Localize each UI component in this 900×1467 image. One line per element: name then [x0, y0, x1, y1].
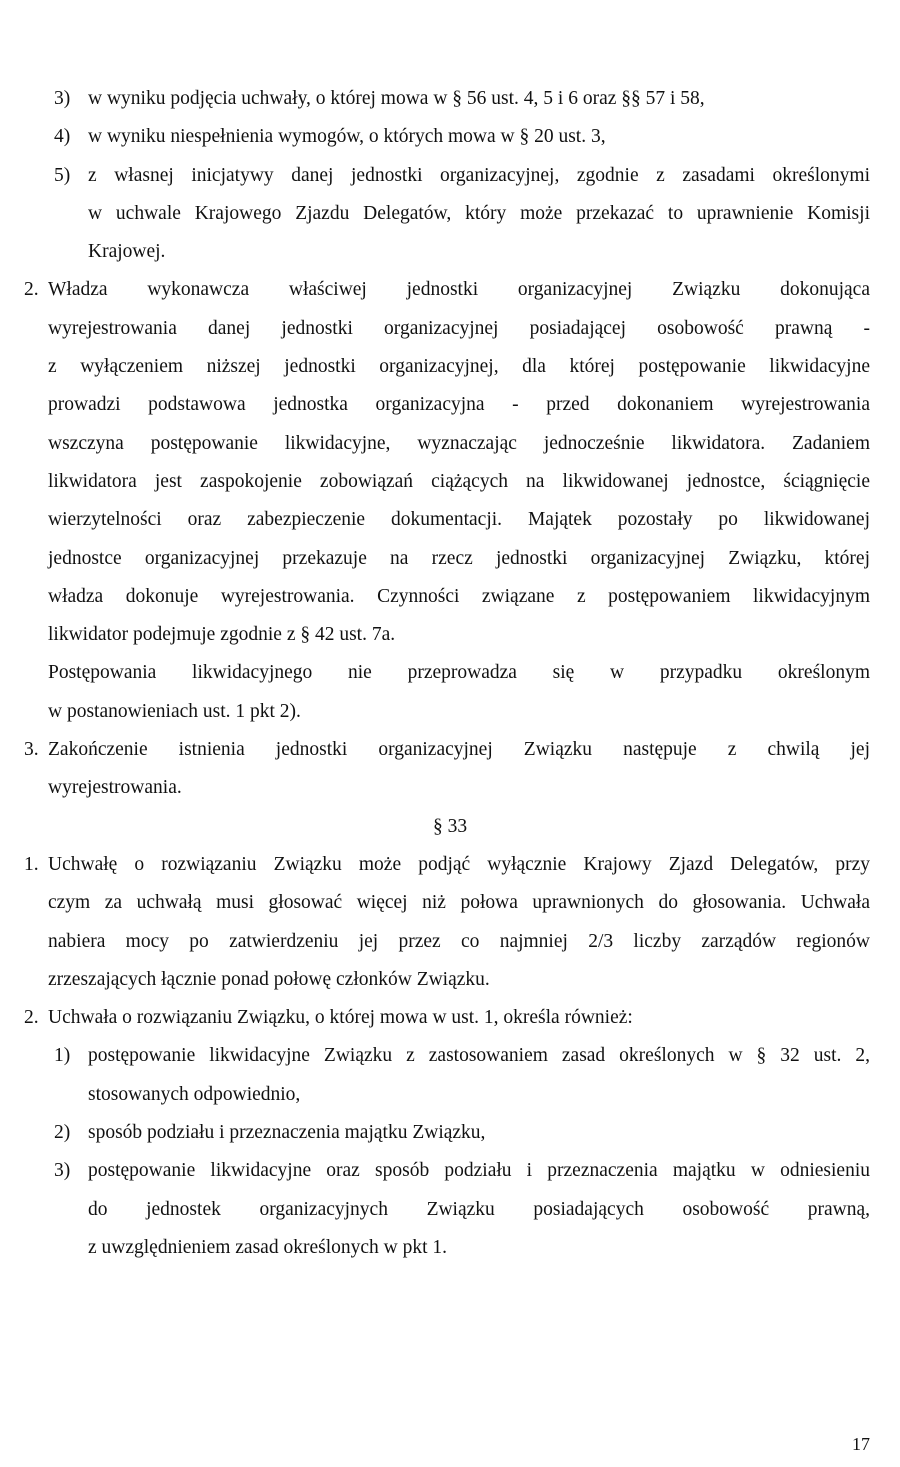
list-item-text: w wyniku niespełnienia wymogów, o których mowa w § 20 ust. 3, [88, 126, 606, 148]
paragraph-text: likwidator podejmuje zgodnie z § 42 ust. 7a. [48, 624, 396, 646]
paragraph-number: 1. [24, 853, 39, 875]
list-item-text: do jednostek organizacyjnych Związku posiadających osobowość prawną, [88, 1198, 870, 1220]
list-item-text: w uchwale Krajowego Zjazdu Delegatów, który może przekazać to uprawnienie Komisji [88, 202, 870, 224]
list-number: 3) [54, 88, 71, 109]
list-item-1 [0, 1037, 900, 1075]
list-item-5-continuation [0, 195, 900, 233]
paragraph-text: zrzeszających łącznie ponad połowę członków Związku. [48, 968, 490, 990]
section-33-paragraph-1 [0, 846, 900, 999]
paragraph-text: likwidatora jest zaspokojenie zobowiązań ciążących na likwidowanej jednostce, ściągnięcie [48, 470, 870, 492]
list-item-text: z uwzględnieniem zasad określonych w pkt 1. [88, 1236, 448, 1258]
list-item-2 [0, 1114, 900, 1152]
paragraph-text: w postanowieniach ust. 1 pkt 2). [48, 700, 301, 722]
paragraph-line [0, 731, 900, 769]
list-item-1 [0, 1076, 900, 1114]
paragraph-line [0, 348, 900, 386]
paragraph-line [0, 578, 900, 616]
paragraph-text: Uchwałę o rozwiązaniu Związku może podjąć wyłącznie Krajowy Zjazd Delegatów, przy [48, 853, 870, 875]
list-number: 1) [54, 1045, 71, 1067]
list-item-5-continuation [0, 233, 900, 271]
paragraph-text: władza dokonuje wyrejestrowania. Czynności związane z postępowaniem likwidacyjnym [48, 585, 870, 607]
paragraph-text: Władza wykonawcza właściwej jednostki organizacyjnej Związku dokonująca [48, 279, 870, 301]
list-item-5 [0, 157, 900, 195]
paragraph-line [0, 386, 900, 424]
paragraph-line [0, 616, 900, 654]
paragraph-text: czym za uchwałą musi głosować więcej niż połowa uprawnionych do głosowania. Uchwała [48, 892, 870, 914]
paragraph-line [0, 654, 900, 692]
paragraph-number: 2. [24, 1007, 39, 1029]
paragraph-3 [0, 731, 900, 808]
paragraph-line [0, 271, 900, 309]
paragraph-number: 3. [24, 739, 39, 761]
paragraph-line [0, 961, 900, 999]
paragraph-line [0, 693, 900, 731]
list-number: 5) [54, 164, 71, 186]
paragraph-2 [0, 271, 900, 731]
paragraph-text: wyrejestrowania. [48, 777, 182, 799]
paragraph-text: z wyłączeniem niższej jednostki organizacyjnej, dla której postępowanie likwidacyjne [48, 356, 870, 378]
list-item-text: z własnej inicjatywy danej jednostki organizacyjnej, zgodnie z zasadami określonymi [88, 164, 870, 186]
paragraph-line [0, 999, 900, 1037]
list-item-text: Krajowej. [88, 241, 166, 263]
paragraph-text: wierzytelności oraz zabezpieczenie dokumentacji. Majątek pozostały po likwidowanej [48, 509, 870, 531]
list-item-text: w wyniku podjęcia uchwały, o której mowa w § 56 ust. 4, 5 i 6 oraz §§ 57 i 58, [88, 88, 705, 109]
paragraph-text: prowadzi podstawowa jednostka organizacyjna - przed dokonaniem wyrejestrowania [48, 394, 870, 416]
paragraph-text: wyrejestrowania danej jednostki organizacyjnej posiadającej osobowość prawną - [48, 317, 870, 339]
paragraph-line [0, 310, 900, 348]
paragraph-text: Postępowania likwidacyjnego nie przeprowadza się w przypadku określonym [48, 662, 870, 684]
paragraph-text: wszczyna postępowanie likwidacyjne, wyznaczając jednocześnie likwidatora. Zadaniem [48, 432, 870, 454]
section-heading: § 33 [432, 815, 468, 837]
paragraph-line [0, 846, 900, 884]
paragraph-text: jednostce organizacyjnej przekazuje na rzecz jednostki organizacyjnej Związku, której [48, 547, 870, 569]
list-item-4 [0, 118, 900, 156]
paragraph-line [0, 501, 900, 539]
paragraph-text: nabiera mocy po zatwierdzeniu jej przez co najmniej 2/3 liczby zarządów regionów [48, 930, 870, 952]
section-33-list [0, 1037, 900, 1267]
paragraph-line [0, 769, 900, 807]
list-item-3 [0, 1229, 900, 1267]
paragraph-number: 2. [24, 279, 39, 301]
list-item-text: postępowanie likwidacyjne oraz sposób podziału i przeznaczenia majątku w odniesieniu [88, 1160, 870, 1182]
list-item-text: stosowanych odpowiednio, [88, 1083, 301, 1105]
list-number: 2) [54, 1122, 71, 1144]
list-number: 4) [54, 126, 71, 148]
list-item-3 [0, 1152, 900, 1190]
paragraph-text: Zakończenie istnienia jednostki organizacyjnej Związku następuje z chwilą jej [48, 739, 870, 761]
page-content [0, 80, 900, 1267]
list-item-text: sposób podziału i przeznaczenia majątku Związku, [88, 1122, 486, 1144]
list-number: 3) [54, 1160, 71, 1182]
list-item-text: postępowanie likwidacyjne Związku z zastosowaniem zasad określonych w § 32 ust. 2, [88, 1045, 870, 1067]
list-item-3 [0, 80, 900, 118]
page-number: 17 [852, 1434, 870, 1454]
paragraph-line [0, 923, 900, 961]
list-item-3 [0, 1191, 900, 1229]
paragraph-line [0, 425, 900, 463]
paragraph-line [0, 463, 900, 501]
paragraph-line [0, 540, 900, 578]
section-33-paragraph-2 [0, 999, 900, 1037]
paragraph-text: Uchwała o rozwiązaniu Związku, o której mowa w ust. 1, określa również: [48, 1007, 633, 1029]
paragraph-line [0, 884, 900, 922]
